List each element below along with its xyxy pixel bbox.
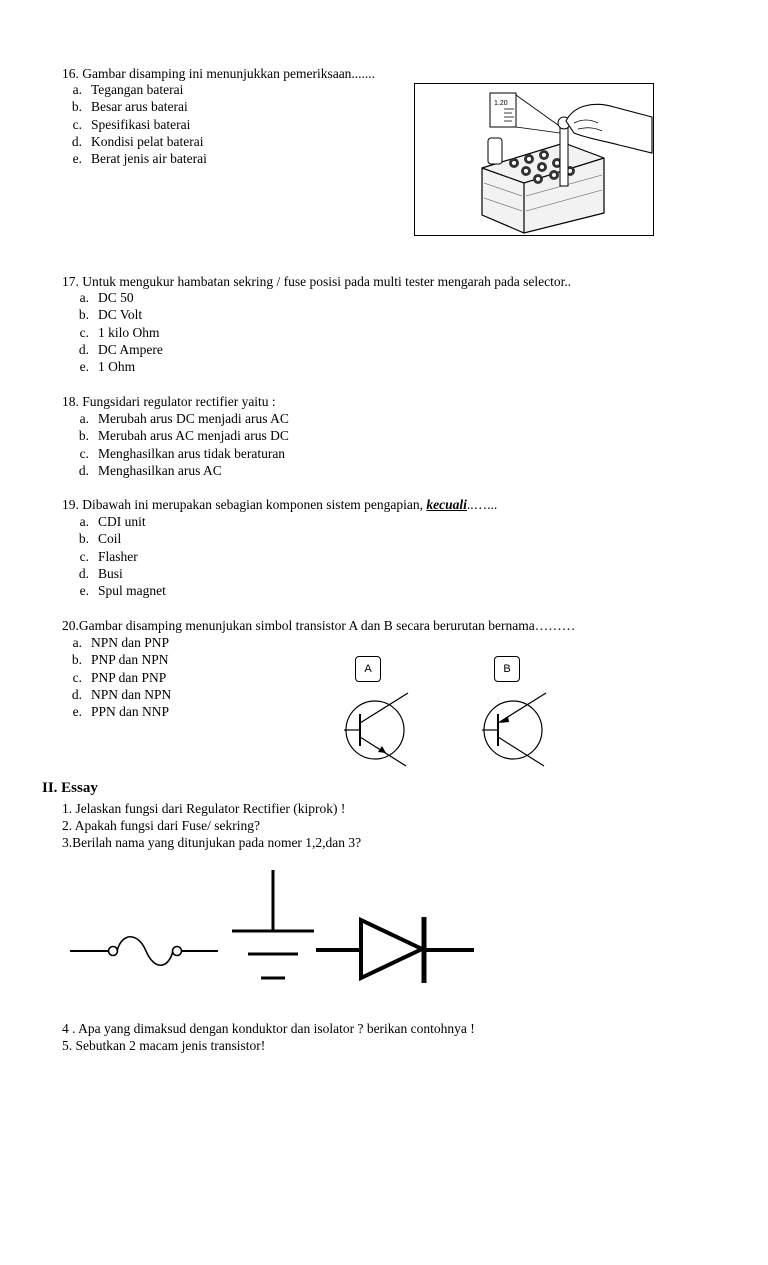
option-d[interactable]: d. NPN dan NPN	[71, 686, 172, 702]
option-e[interactable]: e. Spul magnet	[79, 583, 166, 599]
question-number: 16.	[62, 66, 79, 81]
question-number: 20.	[62, 618, 79, 633]
gauge-label: 1.20	[494, 100, 508, 107]
option-b[interactable]: b. DC Volt	[78, 307, 143, 323]
essay-title: II. Essay	[42, 780, 98, 796]
transistor-a-label: A	[355, 656, 381, 682]
option-a[interactable]: a. CDI unit	[79, 514, 146, 529]
question-17	[62, 273, 571, 290]
option-c[interactable]: c. PNP dan PNP	[72, 669, 167, 685]
essay-item-1: 1. Jelaskan fungsi dari Regulator Rectifier (kiprok) !	[62, 801, 346, 816]
option-e[interactable]: e. 1 Ohm	[79, 359, 136, 375]
option-b[interactable]: b. Merubah arus AC menjadi arus DC	[78, 428, 289, 444]
option-c[interactable]: c. Menghasilkan arus tidak beraturan	[79, 445, 286, 461]
question-number: 17.	[62, 274, 79, 289]
option-d[interactable]: d. Menghasilkan arus AC	[78, 462, 222, 478]
option-d[interactable]: d. DC Ampere	[78, 341, 163, 357]
question-number: 18.	[62, 394, 79, 409]
question-19	[62, 496, 497, 513]
question-20	[62, 617, 575, 634]
transistor-a-symbol	[340, 690, 415, 770]
essay-item-3: 3.Berilah nama yang ditunjukan pada nomer 1,2,dan 3?	[62, 835, 362, 850]
essay-item-2: 2. Apakah fungsi dari Fuse/ sekring?	[62, 818, 260, 833]
option-c[interactable]: c. Flasher	[79, 548, 138, 564]
question-text: Gambar disamping ini menunjukkan pemeriksaan.......	[82, 66, 376, 81]
option-a[interactable]: a. Tegangan baterai	[72, 82, 184, 97]
fuse-symbol	[70, 930, 220, 970]
question-17-options	[67, 289, 163, 375]
option-a[interactable]: a. NPN dan PNP	[72, 635, 170, 650]
option-d[interactable]: d. Kondisi pelat baterai	[71, 133, 204, 149]
option-a[interactable]: a. Merubah arus DC menjadi arus AC	[79, 411, 289, 426]
question-text: Dibawah ini merupakan sebagian komponen sistem pengapian,	[82, 497, 427, 512]
option-b[interactable]: b. PNP dan NPN	[71, 652, 169, 668]
transistor-b-label: B	[494, 656, 520, 682]
diode-symbol	[316, 915, 476, 985]
question-18-options	[67, 410, 289, 479]
transistor-b-symbol	[478, 690, 553, 770]
question-16-options	[60, 81, 207, 167]
question-emphasis: kecuali	[426, 497, 467, 512]
essay-item-5: 5. Sebutkan 2 macam jenis transistor!	[62, 1038, 266, 1053]
option-a[interactable]: a. DC 50	[79, 290, 134, 305]
option-b[interactable]: b. Besar arus baterai	[71, 99, 188, 115]
question-19-options	[67, 513, 166, 599]
ground-symbol	[228, 868, 318, 988]
question-text: Untuk mengukur hambatan sekring / fuse posisi pada multi tester mengarah pada selector..	[82, 274, 572, 289]
question-text: Gambar disamping menunjukan simbol transistor A dan B secara berurutan bernama………	[78, 618, 576, 633]
question-number: 19.	[62, 497, 79, 512]
question-20-options	[60, 634, 171, 720]
essay-item-4: 4 . Apa yang dimaksud dengan konduktor dan isolator ? berikan contohnya !	[62, 1021, 475, 1036]
option-c[interactable]: c. Spesifikasi baterai	[72, 116, 191, 132]
option-b[interactable]: b. Coil	[78, 531, 122, 547]
option-e[interactable]: e. PPN dan NNP	[72, 704, 170, 720]
question-18	[62, 393, 276, 410]
option-d[interactable]: d. Busi	[78, 565, 123, 581]
battery-hydrometer-illustration	[414, 83, 654, 236]
question-text: Fungsidari regulator rectifier yaitu :	[82, 394, 276, 409]
question-16	[62, 65, 375, 82]
option-e[interactable]: e. Berat jenis air baterai	[72, 151, 207, 167]
option-c[interactable]: c. 1 kilo Ohm	[79, 324, 160, 340]
question-text-tail: ..…...	[466, 497, 498, 512]
